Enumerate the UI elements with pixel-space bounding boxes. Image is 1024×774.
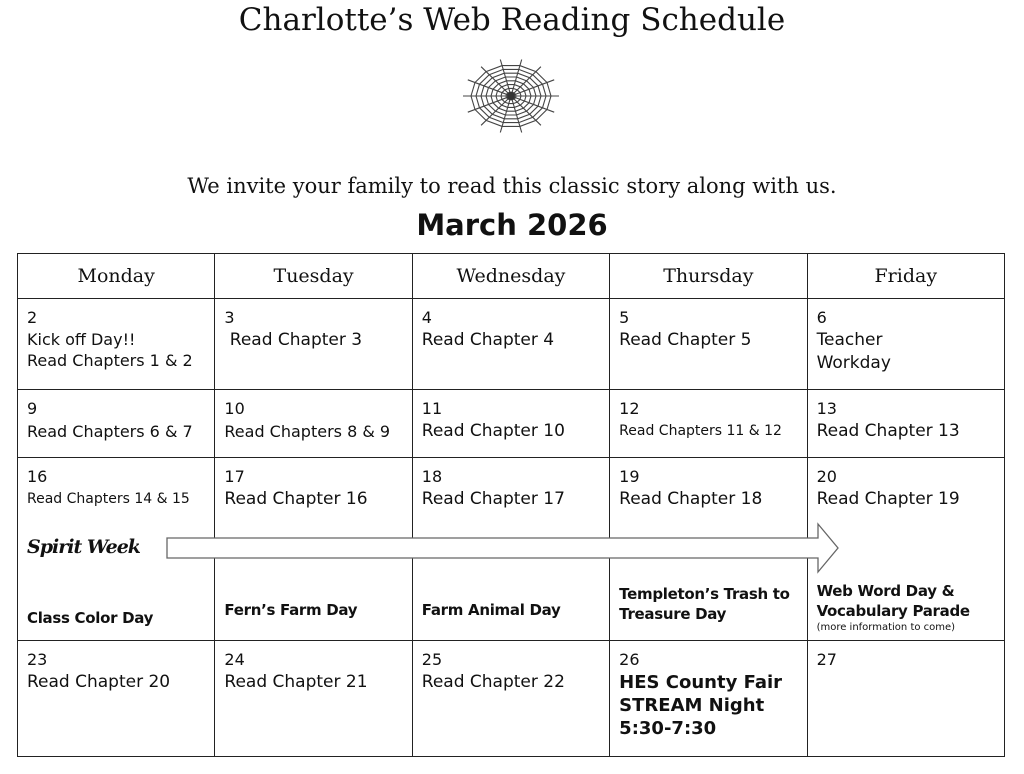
- day-number: 3: [224, 308, 235, 327]
- event: Read Chapter 10: [421, 421, 565, 441]
- day-number: 20: [816, 467, 837, 486]
- event: Read Chapter 19: [816, 489, 960, 509]
- spider-web-icon: [456, 56, 566, 136]
- event: Read Chapters 14 & 15: [27, 491, 190, 507]
- arrow-right-icon: [166, 522, 842, 574]
- day-number: 13: [816, 399, 837, 418]
- day-number: 9: [27, 399, 38, 418]
- day-header: Tuesday: [215, 254, 412, 299]
- event: Read Chapter 22: [421, 672, 565, 692]
- day-header: Monday: [18, 254, 215, 299]
- spirit-day: Class Color Day: [27, 609, 154, 627]
- event: Read Chapter 4: [421, 330, 555, 350]
- day-number: 6: [816, 308, 827, 327]
- month-title: March 2026: [416, 208, 608, 242]
- day-number: 2: [27, 308, 38, 327]
- calendar-table: [17, 253, 1005, 757]
- event: Read Chapter 13: [816, 421, 960, 441]
- day-number: 17: [224, 467, 245, 486]
- day-number: 26: [619, 650, 640, 669]
- spirit-day: Fern’s Farm Day: [224, 601, 358, 619]
- day-number: 23: [27, 650, 48, 669]
- spirit-day: Farm Animal Day: [421, 601, 561, 619]
- day-number: 5: [619, 308, 630, 327]
- day-number: 10: [224, 399, 245, 418]
- day-number: 18: [421, 467, 443, 486]
- day-cell: [18, 390, 215, 458]
- note: (more information to come): [816, 622, 956, 633]
- page-title: Charlotte’s Web Reading Schedule: [238, 2, 786, 38]
- day-cell: [807, 641, 1004, 757]
- event: Read Chapters 8 & 9: [224, 422, 391, 441]
- event: Kick off Day!!: [27, 330, 136, 349]
- day-header: Friday: [807, 254, 1004, 299]
- day-cell: [215, 390, 412, 458]
- day-number: 12: [619, 399, 640, 418]
- day-header: Wednesday: [412, 254, 609, 299]
- event: Read Chapter 5: [619, 330, 752, 350]
- spirit-day: Templeton’s Trash to Treasure Day: [619, 585, 790, 623]
- event: Read Chapter 18: [619, 489, 763, 509]
- day-number: 25: [421, 650, 443, 669]
- event: Read Chapter 20: [27, 672, 171, 692]
- event: Read Chapters 6 & 7: [27, 422, 193, 441]
- day-cell: [610, 299, 807, 390]
- spirit-day: Web Word Day & Vocabulary Parade: [816, 582, 970, 620]
- day-number: 19: [619, 467, 640, 486]
- invite-text: We invite your family to read this classic story along with us.: [187, 174, 837, 198]
- event: Read Chapter 21: [224, 672, 368, 692]
- day-cell: [18, 641, 215, 757]
- day-number: 24: [224, 650, 245, 669]
- day-cell: [412, 641, 609, 757]
- day-cell: [412, 299, 609, 390]
- day-number: 11: [421, 399, 443, 418]
- event: Teacher Workday: [816, 330, 891, 373]
- day-cell: [412, 390, 609, 458]
- event: Read Chapters 11 & 12: [619, 423, 782, 439]
- event: Read Chapter 16: [224, 489, 368, 509]
- event: HES County Fair STREAM Night 5:30-7:30: [619, 672, 783, 739]
- day-cell: [610, 641, 807, 757]
- spirit-week-label: Spirit Week: [27, 536, 140, 558]
- day-header: Thursday: [610, 254, 807, 299]
- event: Read Chapter 3: [224, 330, 363, 350]
- event: Read Chapters 1 & 2: [27, 351, 193, 370]
- day-cell: [807, 390, 1004, 458]
- day-cell: [215, 299, 412, 390]
- day-cell: [18, 299, 215, 390]
- day-number: 16: [27, 467, 48, 486]
- event: Read Chapter 17: [421, 489, 565, 509]
- day-number: 4: [421, 308, 432, 327]
- day-cell: [807, 299, 1004, 390]
- day-cell: [215, 641, 412, 757]
- day-number: 27: [816, 650, 837, 669]
- day-cell: [610, 390, 807, 458]
